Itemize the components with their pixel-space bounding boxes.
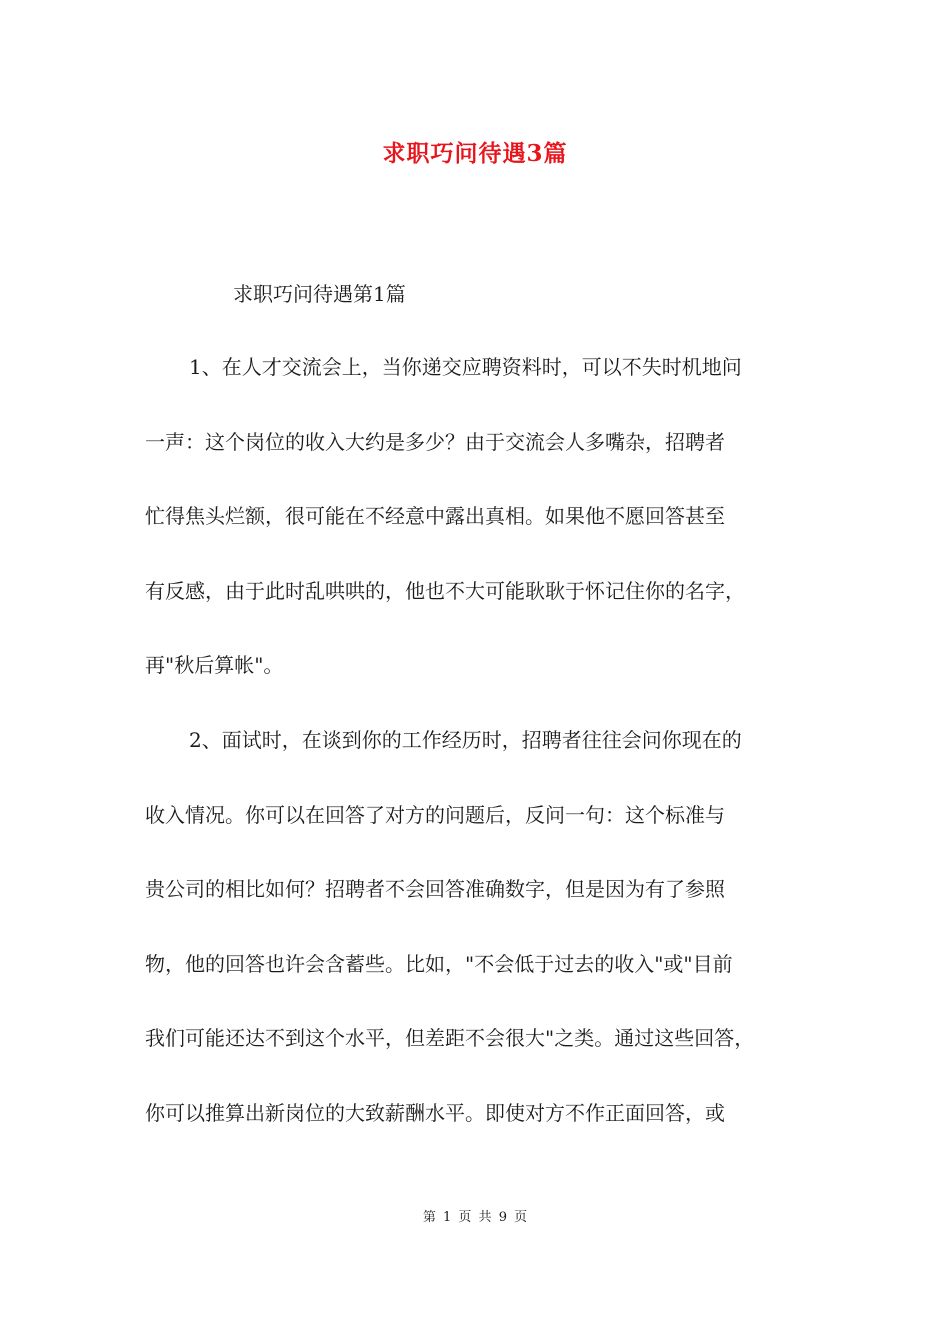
paragraph-line: 忙得焦头烂额，很可能在不经意中露出真相。如果他不愿回答甚至: [145, 504, 725, 528]
paragraph-line: 1、在人才交流会上，当你递交应聘资料时，可以不失时机地问: [189, 355, 742, 379]
paragraph-1: [145, 330, 810, 703]
paragraph-line: 有反感，由于此时乱哄哄的，他也不大可能耿耿于怀记住你的名字，: [145, 578, 745, 603]
page-footer: 第 1 页 共 9 页: [422, 1210, 528, 1225]
paragraph-line: 物，他的回答也许会含蓄些。比如，"不会低于过去的收入"或"目前: [145, 951, 733, 976]
paragraph-line: 2、面试时，在谈到你的工作经历时，招聘者往往会问你现在的: [189, 728, 742, 752]
paragraph-line: 我们可能还达不到这个水平，但差距不会很大"之类。通过这些回答，: [145, 1026, 755, 1050]
document-title: 求职巧问待遇3篇: [382, 140, 568, 167]
paragraph-line: 一声：这个岗位的收入大约是多少？由于交流会人多嘴杂，招聘者: [145, 429, 725, 454]
paragraph-line: 贵公司的相比如何？招聘者不会回答准确数字，但是因为有了参照: [145, 877, 725, 901]
paragraph-line: 收入情况。你可以在回答了对方的问题后，反问一句：这个标准与: [145, 802, 725, 827]
paragraph-line: 再"秋后算帐"。: [145, 653, 284, 677]
paragraph-line: 你可以推算出新岗位的大致薪酬水平。即使对方不作正面回答，或: [145, 1100, 725, 1125]
section-heading: 求职巧问待遇第1篇: [233, 282, 406, 306]
paragraph-2: [145, 703, 810, 1150]
